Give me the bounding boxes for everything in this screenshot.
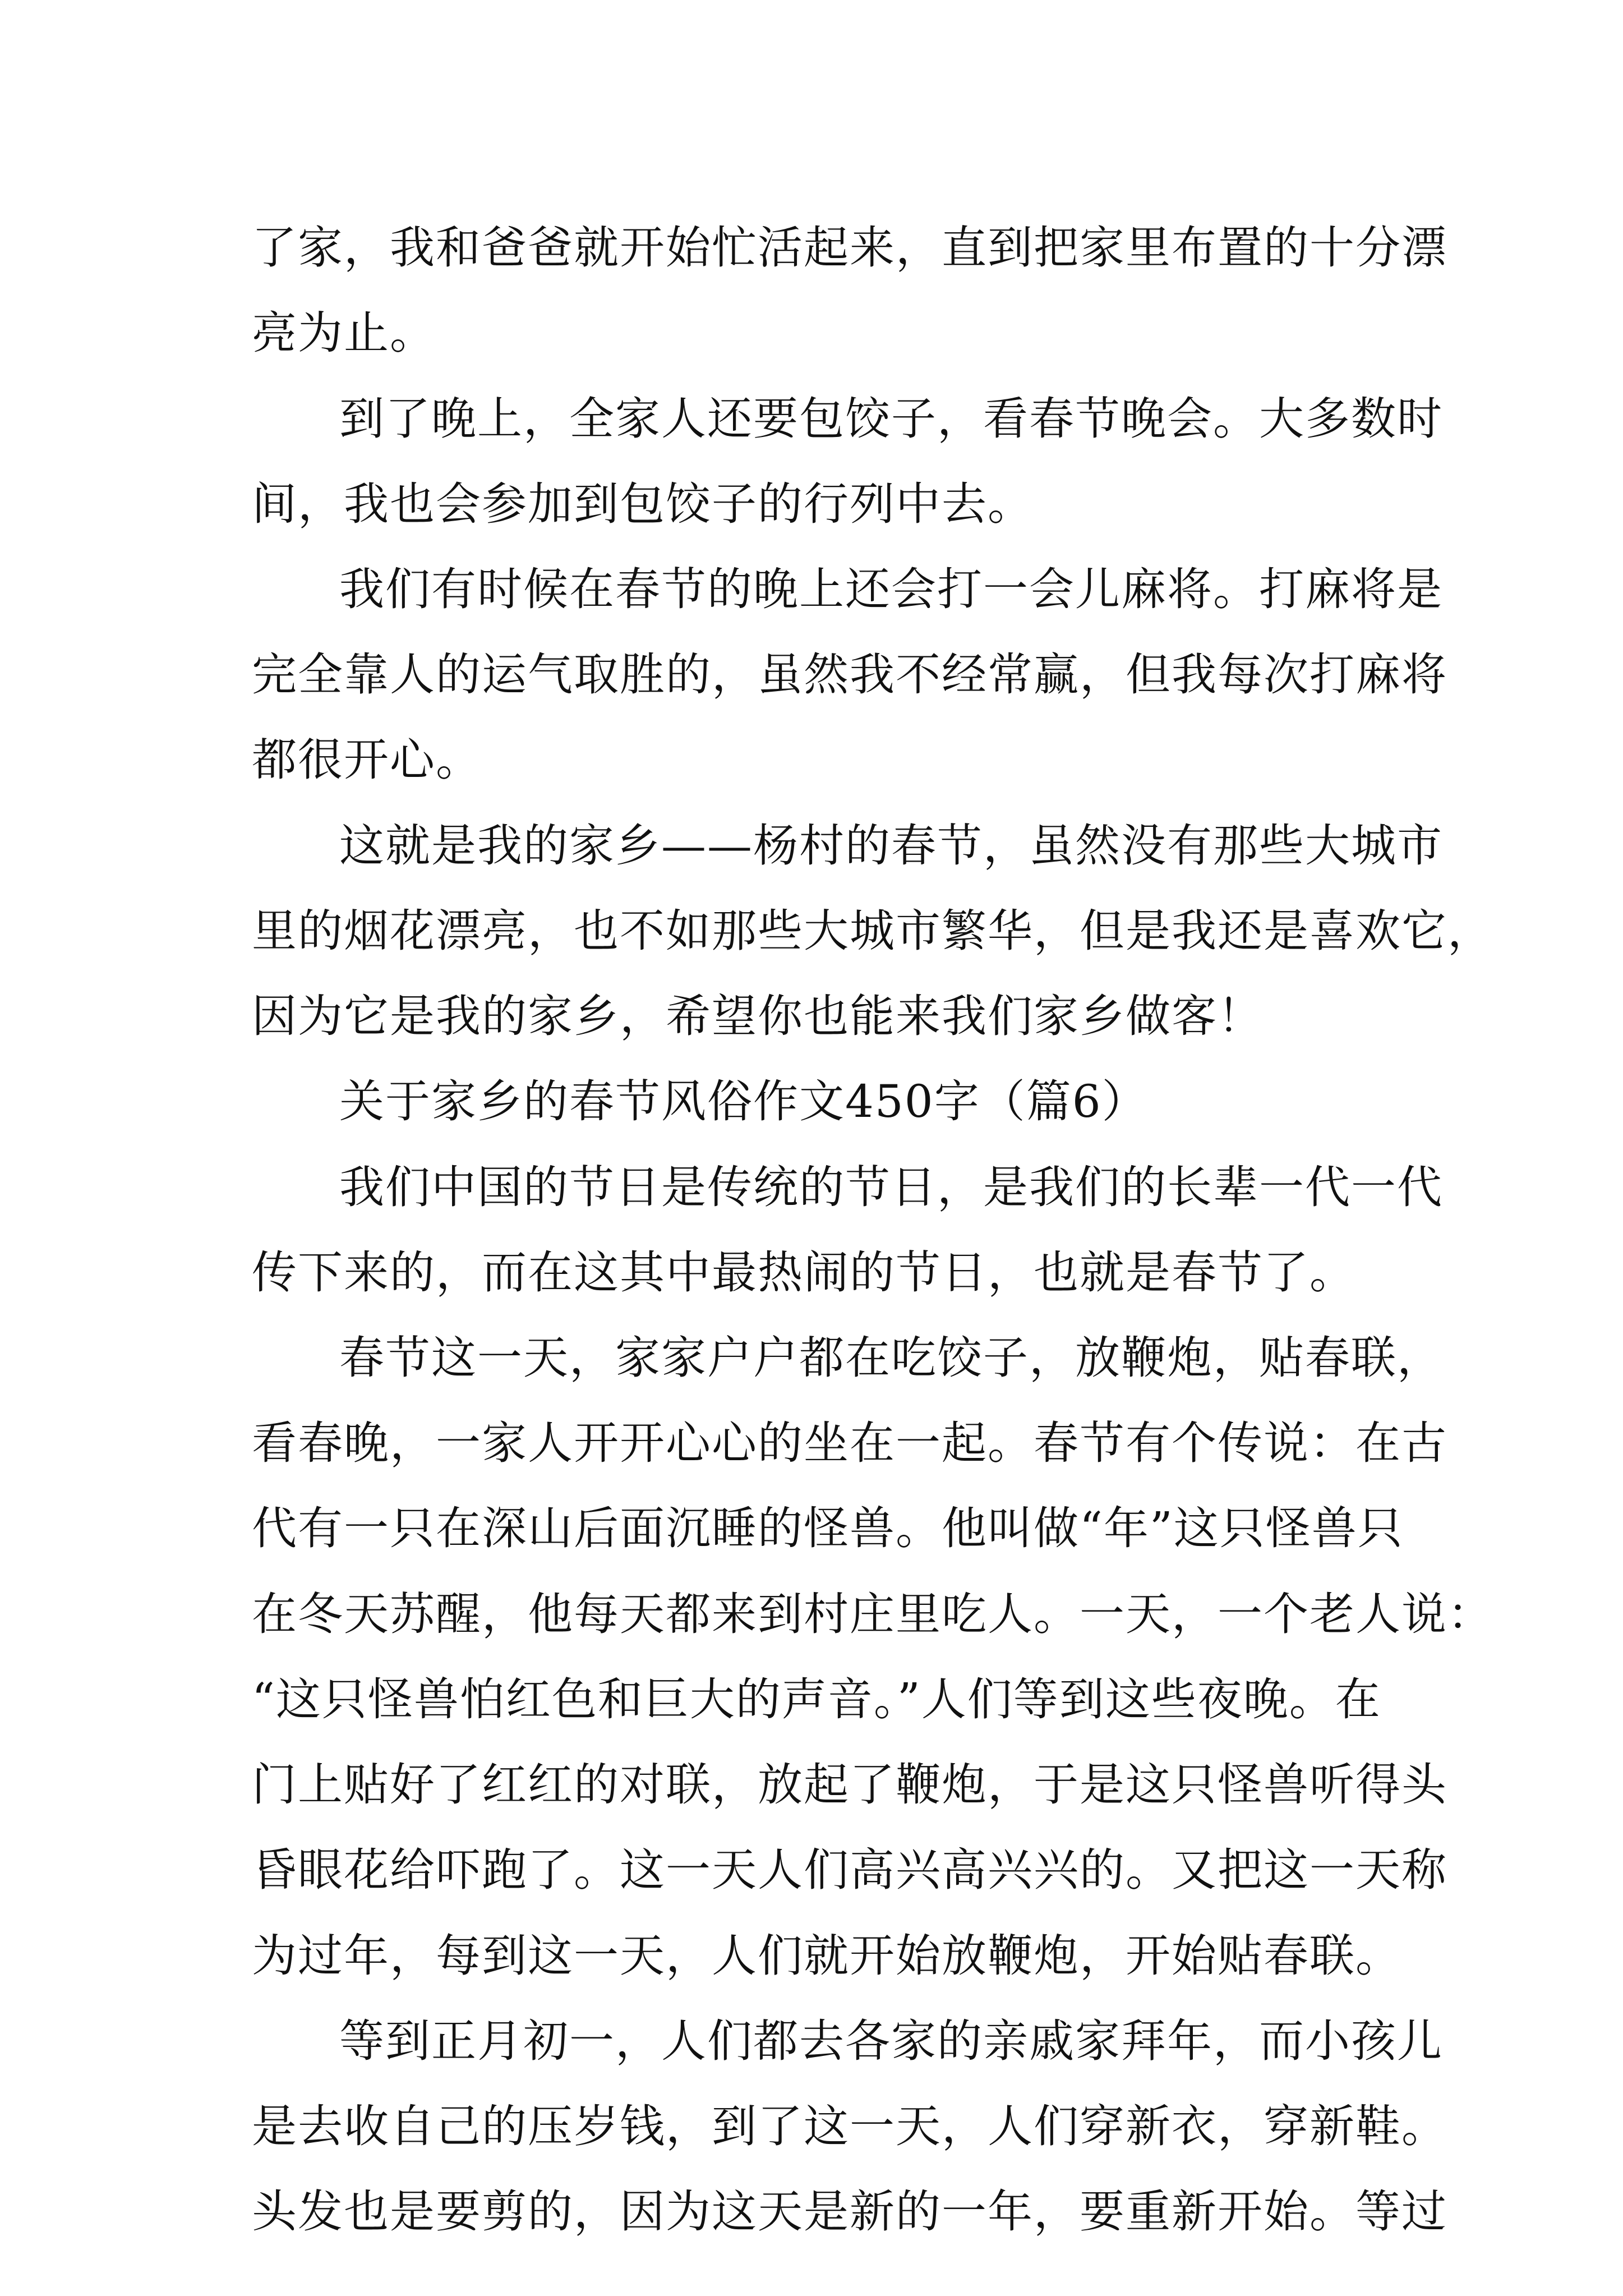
text-line: 传下来的，而在这其中最热闹的节日，也就是春节了。 [252,1246,1355,1299]
paragraph-start-line: 等到正月初一，人们都去各家的亲戚家拜年，而小孩儿 [339,2015,1443,2067]
paragraph-start-line: 春节这一天，家家户户都在吃饺子，放鞭炮，贴春联， [339,1332,1443,1384]
text-line: 都很开心。 [252,734,482,786]
text-line: 代有一只在深山后面沉睡的怪兽。他叫做“年”这只怪兽只 [252,1502,1404,1554]
section-heading: 关于家乡的春节风俗作文450字（篇6） [339,1075,1148,1128]
text-line: 了家，我和爸爸就开始忙活起来，直到把家里布置的十分漂 [252,222,1447,274]
text-line: “这只怪兽怕红色和巨大的声音。”人们等到这些夜晚。在 [252,1673,1381,1726]
paragraph-start-line: 我们有时候在春节的晚上还会打一会儿麻将。打麻将是 [339,563,1443,615]
text-line: 间，我也会参加到包饺子的行列中去。 [252,478,1034,530]
text-line: 因为它是我的家乡，希望你也能来我们家乡做客！ [252,990,1264,1042]
text-line: 里的烟花漂亮，也不如那些大城市繁华，但是我还是喜欢它， [252,905,1493,957]
text-line: 门上贴好了红红的对联，放起了鞭炮，于是这只怪兽听得头 [252,1759,1447,1811]
text-line: 是去收自己的压岁钱，到了这一天，人们穿新衣，穿新鞋。 [252,2100,1447,2152]
text-line: 完全靠人的运气取胜的，虽然我不经常赢，但我每次打麻将 [252,648,1447,701]
text-line: 看春晚，一家人开开心心的坐在一起。春节有个传说：在古 [252,1417,1447,1469]
paragraph-start-line: 到了晚上，全家人还要包饺子，看春节晚会。大多数时 [339,393,1443,445]
text-line: 头发也是要剪的，因为这天是新的一年，要重新开始。等过 [252,2185,1447,2238]
paragraph-start-line: 我们中国的节日是传统的节日，是我们的长辈一代一代 [339,1161,1443,1213]
text-line: 在冬天苏醒，他每天都来到村庄里吃人。一天，一个老人说： [252,1588,1493,1640]
paragraph-start-line: 这就是我的家乡——杨村的春节，虽然没有那些大城市 [339,820,1443,872]
text-line: 为过年，每到这一天，人们就开始放鞭炮，开始贴春联。 [252,1930,1401,1982]
text-line: 昏眼花给吓跑了。这一天人们高兴高兴兴的。又把这一天称 [252,1844,1447,1896]
text-line: 亮为止。 [252,307,436,359]
